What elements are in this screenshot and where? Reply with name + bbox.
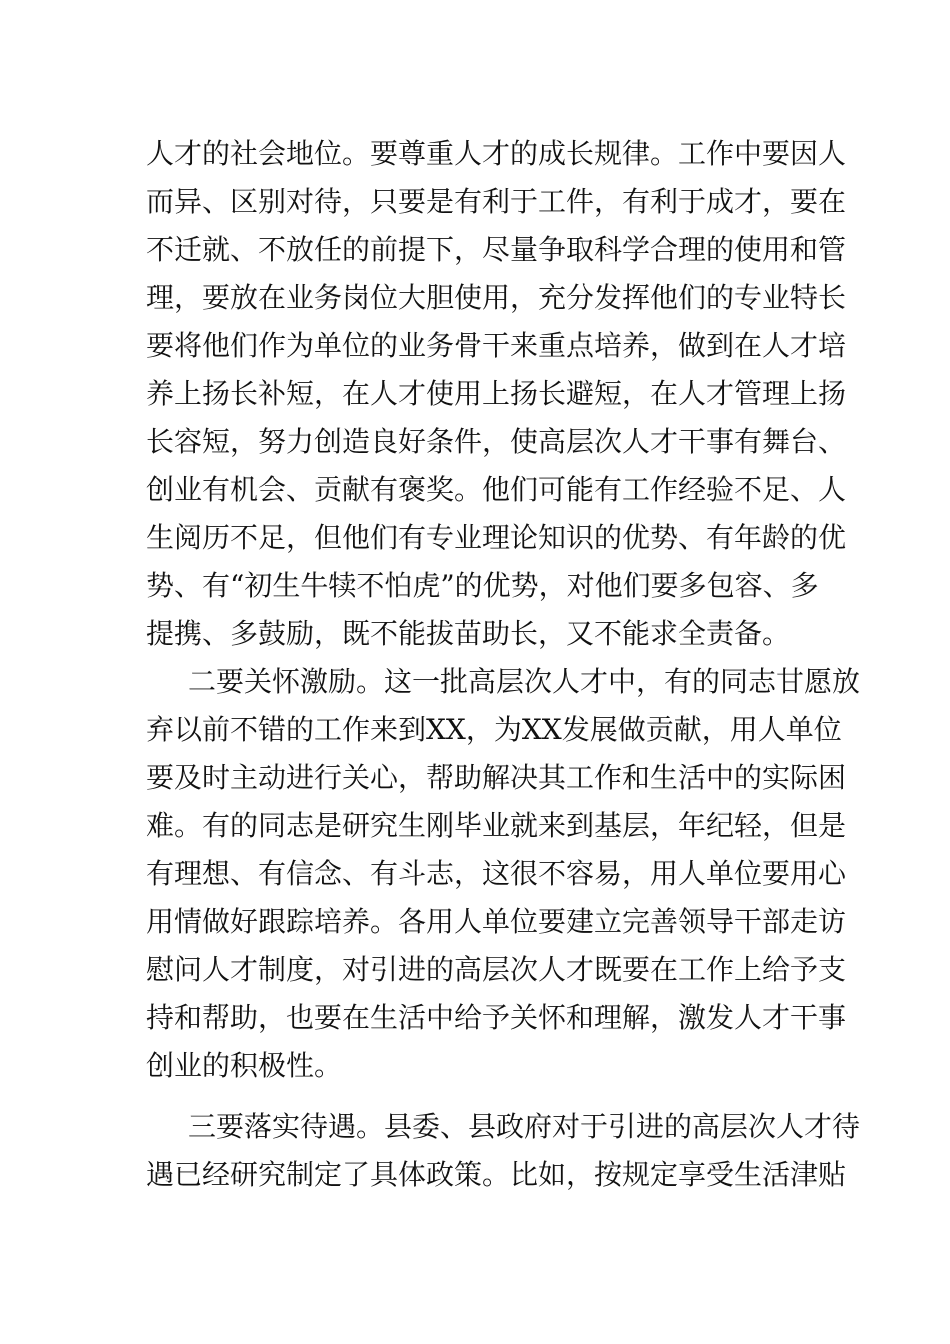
text-line: 有理想、有信念、有斗志，这很不容易，用人单位要用心 (146, 857, 847, 890)
paragraph-first-line: 三要落实待遇。县委、县政府对于引进的高层次人才待 (188, 1110, 861, 1143)
text-line: 养上扬长补短，在人才使用上扬长避短，在人才管理上扬 (146, 377, 847, 410)
text-line: 要将他们作为单位的业务骨干来重点培养，做到在人才培 (146, 329, 847, 362)
text-line: 遇已经研究制定了具体政策。比如，按规定享受生活津贴 (146, 1158, 847, 1191)
text-line: 创业有机会、贡献有褒奖。他们可能有工作经验不足、人 (146, 473, 847, 506)
text-line: 人才的社会地位。要尊重人才的成长规律。工作中要因人 (146, 137, 847, 170)
text-line: 慰问人才制度，对引进的高层次人才既要在工作上给予支 (146, 953, 847, 986)
text-line: 而异、区别对待，只要是有利于工件，有利于成才，要在 (146, 185, 847, 218)
paragraph-first-line: 二要关怀激励。这一批高层次人才中，有的同志甘愿放 (188, 665, 861, 698)
text-line: 提携、多鼓励，既不能拔苗助长，又不能求全责备。 (146, 617, 791, 650)
text-line: 用情做好跟踪培养。各用人单位要建立完善领导干部走访 (146, 905, 847, 938)
text-line: 生阅历不足，但他们有专业理论知识的优势、有年龄的优 (146, 521, 847, 554)
text-line: 难。有的同志是研究生刚毕业就来到基层，年纪轻，但是 (146, 809, 847, 842)
text-line: 长容短，努力创造良好条件，使高层次人才干事有舞台、 (146, 425, 847, 458)
text-line: 不迁就、不放任的前提下，尽量争取科学合理的使用和管 (146, 233, 847, 266)
text-line: 持和帮助，也要在生活中给予关怀和理解，激发人才干事 (146, 1001, 847, 1034)
text-line: 创业的积极性。 (146, 1049, 343, 1082)
text-line: 要及时主动进行关心，帮助解决其工作和生活中的实际困 (146, 761, 847, 794)
text-line: 理，要放在业务岗位大胆使用，充分发挥他们的专业特长 (146, 281, 847, 314)
text-line: 弃以前不错的工作来到XX，为XX发展做贡献，用人单位 (146, 713, 842, 746)
text-line: 势、有“初生牛犊不怕虎”的优势，对他们要多包容、多 (146, 569, 819, 602)
